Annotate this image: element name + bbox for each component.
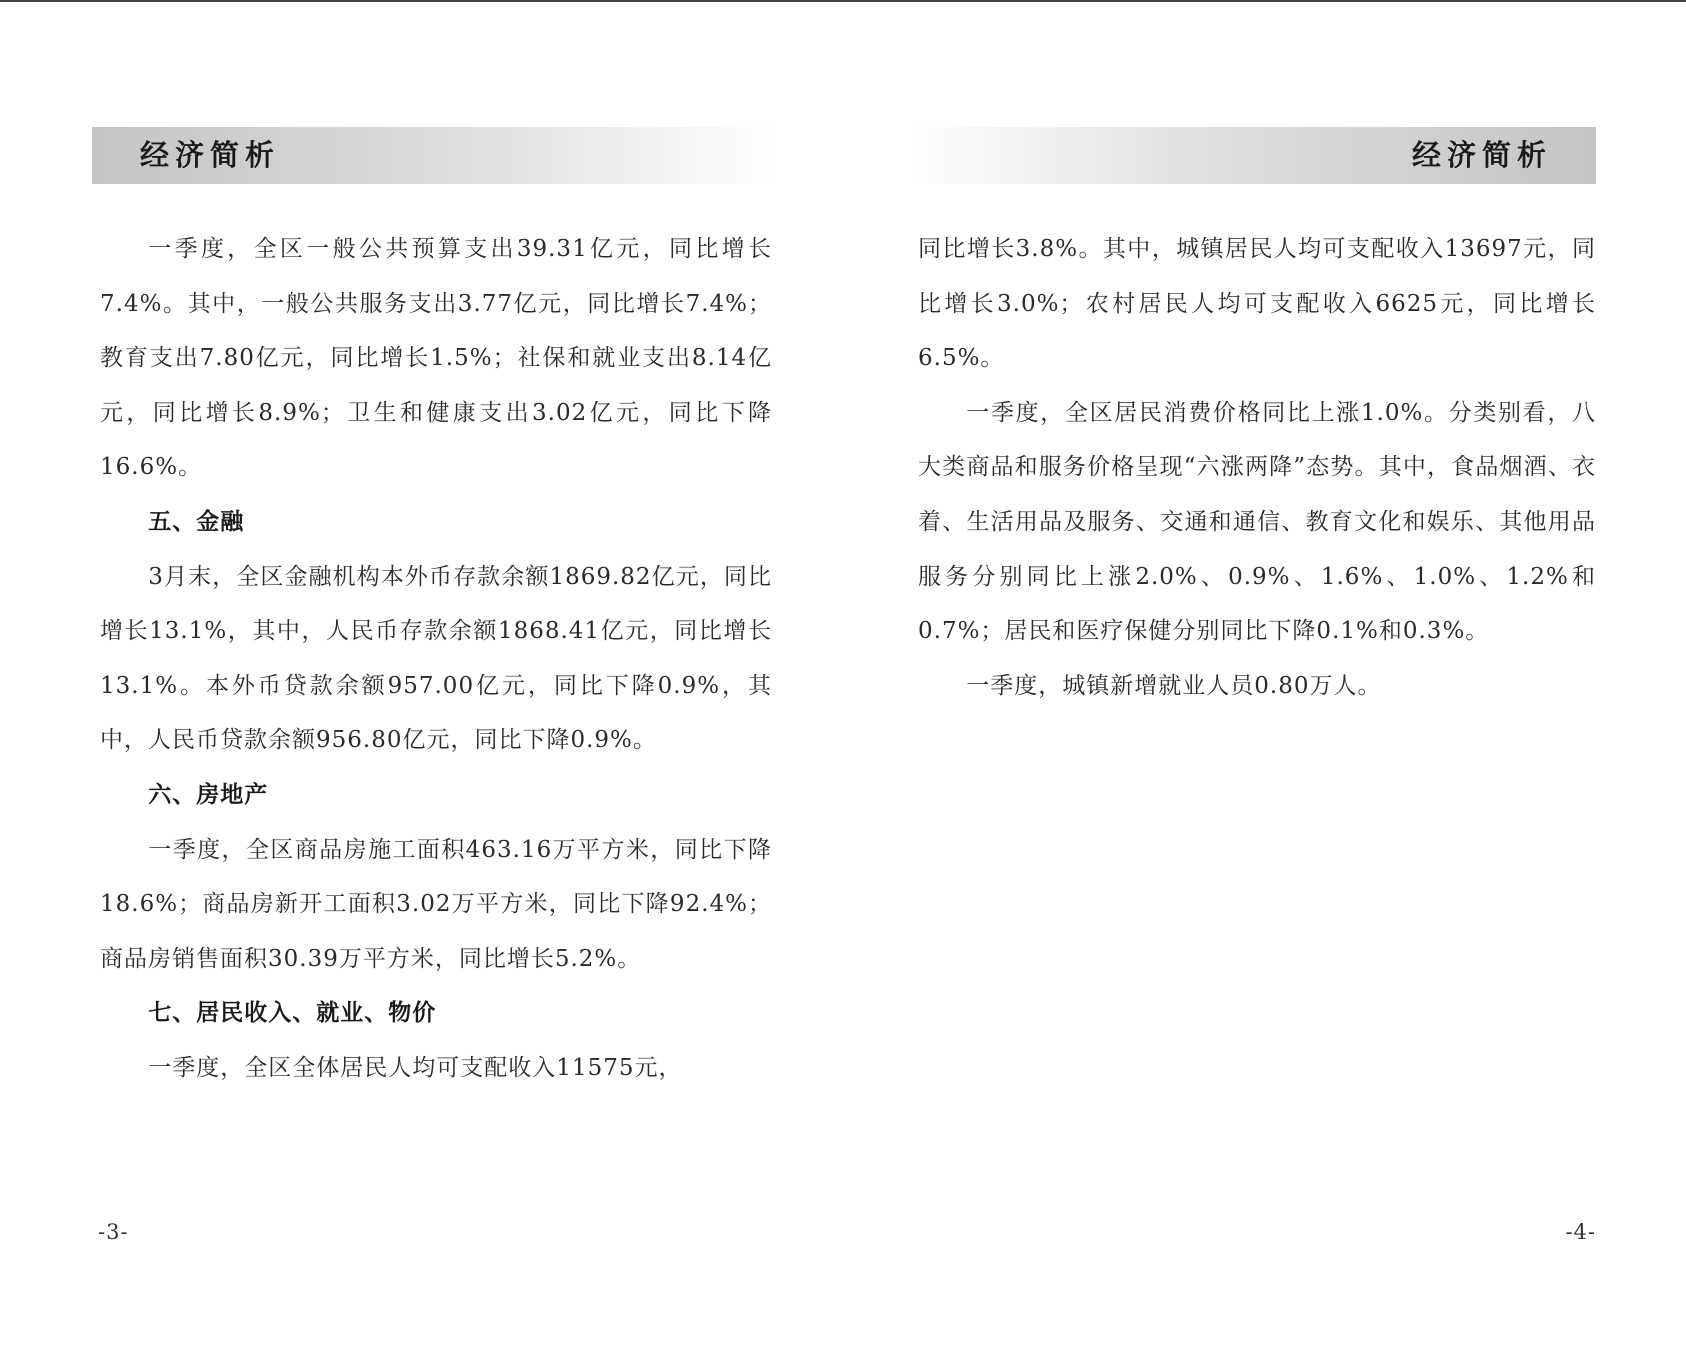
paragraph-finance: 3月末，全区金融机构本外币存款余额1869.82亿元，同比增长13.1%，其中，人民币存款余额1868.41亿元，同比增长13.1%。本外币贷款余额957.00亿元，同比下降0.9%，其中，人民币贷款余额956.80亿元，同比下降0.9%。 bbox=[100, 563, 772, 754]
left-page bbox=[92, 0, 772, 1353]
paragraph-employment: 一季度，城镇新增就业人员0.80万人。 bbox=[966, 672, 1382, 699]
right-page-number: -4- bbox=[1565, 1220, 1596, 1244]
paragraph-income-continued: 同比增长3.8%。其中，城镇居民人均可支配收入13697元，同比增长3.0%；农村居民人均可支配收入6625元，同比增长6.5%。 bbox=[918, 236, 1596, 372]
left-page-content bbox=[100, 222, 772, 1096]
heading-real-estate: 六、房地产 bbox=[148, 781, 269, 808]
heading-finance: 五、金融 bbox=[148, 508, 245, 535]
right-header-band bbox=[910, 127, 1596, 184]
heading-income-employment-prices: 七、居民收入、就业、物价 bbox=[148, 1000, 437, 1027]
right-page bbox=[910, 0, 1596, 1353]
paragraph-real-estate: 一季度，全区商品房施工面积463.16万平方米，同比下降18.6%；商品房新开工面积3.02万平方米，同比下降92.4%；商品房销售面积30.39万平方米，同比增长5.2%。 bbox=[100, 836, 772, 972]
paragraph-fiscal-expenditure: 一季度，全区一般公共预算支出39.31亿元，同比增长7.4%。其中，一般公共服务支出3.77亿元，同比增长7.4%；教育支出7.80亿元，同比增长1.5%；社保和就业支出8.14亿元，同比增长8.9%；卫生和健康支出3.02亿元，同比下降16.6%。 bbox=[100, 236, 772, 481]
right-header-title: 经济简析 bbox=[1411, 138, 1552, 172]
left-header-band bbox=[92, 127, 772, 184]
right-page-content bbox=[918, 222, 1596, 713]
left-header-title: 经济简析 bbox=[140, 138, 281, 172]
paragraph-consumer-prices: 一季度，全区居民消费价格同比上涨1.0%。分类别看，八大类商品和服务价格呈现“六涨两降”态势。其中，食品烟酒、衣着、生活用品及服务、交通和通信、教育文化和娱乐、其他用品服务分别同比上涨2.0%、0.9%、1.6%、1.0%、1.2%和0.7%；居民和医疗保健分别同比下降0.1%和0.3%。 bbox=[918, 399, 1596, 645]
left-page-number: -3- bbox=[98, 1220, 129, 1244]
paragraph-income-start: 一季度，全区全体居民人均可支配收入11575元， bbox=[148, 1054, 683, 1081]
